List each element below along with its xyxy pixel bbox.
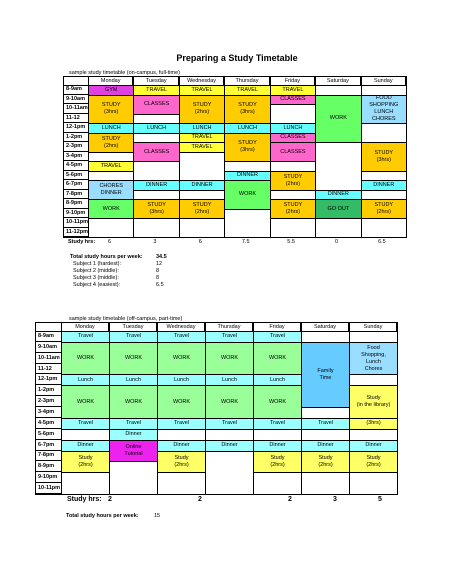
timetable2-subtitle: sample study timetable (off-campus, part-time) bbox=[69, 316, 183, 322]
schedule-cell: WORK bbox=[109, 385, 158, 419]
study-hours-value: 5 bbox=[378, 496, 382, 503]
schedule-cell: TRAVEL bbox=[133, 85, 179, 96]
time-label: 8-9pm bbox=[64, 199, 88, 209]
day-header-saturday: Saturday bbox=[315, 77, 360, 85]
study-hours-label: Study hrs: bbox=[67, 496, 102, 503]
schedule-cell: Study (2hrs) bbox=[61, 451, 110, 474]
subject-label: Subject 1 (hardest): bbox=[73, 261, 121, 267]
schedule-cell: Study (in the library) bbox=[349, 385, 398, 419]
schedule-cell: TRAVEL bbox=[270, 85, 316, 96]
time-label: 8-9am bbox=[64, 85, 88, 95]
schedule-cell: CLASSES bbox=[270, 95, 316, 106]
time-label: 1-2pm bbox=[36, 385, 61, 396]
schedule-cell: Travel bbox=[253, 331, 302, 343]
day-header-sunday: Sunday bbox=[361, 77, 406, 85]
time-label: 9-10am bbox=[36, 342, 61, 353]
schedule-cell: Travel bbox=[205, 418, 254, 430]
study-hours-value: 6 bbox=[107, 239, 112, 245]
schedule-cell: Online Tutorial bbox=[109, 440, 158, 463]
time-label: 11-12 bbox=[64, 114, 88, 124]
schedule-cell: LUNCH bbox=[133, 123, 179, 134]
schedule-cell: STUDY (3hrs) bbox=[224, 95, 270, 125]
schedule-cell: WORK bbox=[253, 385, 302, 419]
schedule-cell: Travel bbox=[61, 418, 110, 430]
time-label: 3-4pm bbox=[64, 152, 88, 162]
schedule-cell: WORK bbox=[315, 95, 361, 144]
schedule-cell: DINNER bbox=[361, 180, 407, 191]
time-label: 6-7pm bbox=[64, 180, 88, 190]
schedule-cell: Food Shopping, Lunch Chores bbox=[349, 342, 398, 376]
schedule-cell: Dinner bbox=[109, 429, 158, 441]
schedule-cell: Travel bbox=[109, 331, 158, 343]
total-hours-label: Total study hours per week: bbox=[66, 513, 139, 519]
schedule-cell: Dinner bbox=[253, 440, 302, 452]
time-label: 9-10pm bbox=[64, 209, 88, 219]
schedule-cell: CLASSES bbox=[270, 142, 316, 162]
time-label: 9-10am bbox=[64, 95, 88, 105]
day-header-saturday: Saturday bbox=[301, 323, 349, 331]
timetable2 bbox=[35, 322, 398, 495]
schedule-cell: TRAVEL bbox=[224, 85, 270, 96]
schedule-cell: TRAVEL bbox=[179, 142, 225, 153]
schedule-cell: WORK bbox=[109, 342, 158, 376]
schedule-cell: Travel bbox=[109, 418, 158, 430]
schedule-cell: Lunch bbox=[205, 374, 254, 386]
day-header-tuesday: Tuesday bbox=[133, 77, 178, 85]
time-label: 3-4pm bbox=[36, 407, 61, 418]
time-label: 2-3pm bbox=[36, 396, 61, 407]
schedule-cell: WORK bbox=[224, 180, 270, 210]
schedule-cell: TRAVEL bbox=[179, 85, 225, 96]
time-label: 8-9pm bbox=[36, 461, 61, 472]
subject-value: 8 bbox=[156, 275, 160, 281]
day-header-friday: Friday bbox=[253, 323, 301, 331]
study-hours-value: 3 bbox=[333, 496, 337, 503]
schedule-cell: WORK bbox=[61, 342, 110, 376]
schedule-cell: STUDY (3hrs) bbox=[88, 95, 134, 125]
schedule-cell: STUDY (3hrs) bbox=[133, 199, 179, 219]
schedule-cell: STUDY (3hrs) bbox=[224, 133, 270, 163]
time-label: 10-11pm bbox=[64, 218, 88, 228]
subject-label: Subject 4 (easiest): bbox=[73, 282, 121, 288]
schedule-cell: STUDY (2hrs) bbox=[270, 171, 316, 191]
schedule-cell: GO OUT bbox=[315, 199, 361, 219]
schedule-cell: STUDY (2hrs) bbox=[88, 133, 134, 153]
schedule-cell: Dinner bbox=[205, 440, 254, 452]
schedule-cell: Family Time bbox=[301, 342, 350, 408]
schedule-cell: Travel bbox=[301, 418, 350, 430]
schedule-cell: Dinner bbox=[61, 440, 110, 452]
schedule-cell: Travel bbox=[157, 331, 206, 343]
schedule-cell: Dinner bbox=[301, 440, 350, 452]
time-label: 10-11pm bbox=[36, 483, 61, 494]
total-hours-value: 34.5 bbox=[156, 254, 167, 260]
study-hours-value: 0 bbox=[334, 239, 339, 245]
schedule-cell: WORK bbox=[88, 199, 134, 219]
schedule-cell: (3hrs) bbox=[349, 418, 398, 430]
day-header-monday: Monday bbox=[88, 77, 133, 85]
study-hours-value: 2 bbox=[198, 496, 202, 503]
schedule-cell: Dinner bbox=[349, 440, 398, 452]
schedule-cell: Lunch bbox=[157, 374, 206, 386]
time-label: 9-10pm bbox=[36, 472, 61, 483]
schedule-cell: Study (2hrs) bbox=[157, 451, 206, 474]
schedule-cell: TRAVEL bbox=[88, 161, 134, 172]
time-label: 5-6pm bbox=[64, 171, 88, 181]
schedule-cell: LUNCH bbox=[179, 123, 225, 134]
column-divider bbox=[397, 323, 398, 494]
time-label: 11-12pm bbox=[64, 228, 88, 238]
time-label: 7-8pm bbox=[64, 190, 88, 200]
subject-label: Subject 2 (middle): bbox=[73, 268, 119, 274]
schedule-cell: CLASSES bbox=[270, 133, 316, 144]
schedule-cell: STUDY (2hrs) bbox=[270, 199, 316, 219]
schedule-cell: Study (2hrs) bbox=[349, 451, 398, 474]
schedule-cell: CLASSES bbox=[133, 95, 179, 115]
schedule-cell: STUDY (2hrs) bbox=[179, 95, 225, 125]
schedule-cell: LUNCH bbox=[270, 123, 316, 134]
schedule-cell: CLASSES bbox=[133, 142, 179, 162]
time-label: 12-1pm bbox=[64, 123, 88, 133]
time-label: 8-9am bbox=[36, 331, 61, 342]
subject-value: 6.5 bbox=[156, 282, 164, 288]
subject-label: Subject 3 (middle): bbox=[73, 275, 119, 281]
schedule-cell: DINNER bbox=[315, 190, 361, 201]
day-header-monday: Monday bbox=[61, 323, 109, 331]
day-header-wednesday: Wednesday bbox=[179, 77, 224, 85]
column-divider bbox=[406, 77, 407, 237]
study-hours-label: Study hrs: bbox=[68, 239, 96, 245]
schedule-cell: CHORES DINNER bbox=[88, 180, 134, 200]
time-label: 10-11am bbox=[64, 104, 88, 114]
study-hours-value: 2 bbox=[288, 496, 292, 503]
total-hours-value: 15 bbox=[154, 513, 161, 519]
schedule-cell: TRAVEL bbox=[179, 133, 225, 144]
day-header-wednesday: Wednesday bbox=[157, 323, 205, 331]
study-hours-value: 3 bbox=[153, 239, 157, 245]
time-label: 10-11am bbox=[36, 353, 61, 364]
schedule-cell: Dinner bbox=[157, 440, 206, 452]
study-hours-value: 6 bbox=[198, 239, 202, 245]
schedule-cell: Study (2hrs) bbox=[253, 451, 302, 474]
schedule-cell: Travel bbox=[157, 418, 206, 430]
page-title: Preparing a Study Timetable bbox=[176, 53, 298, 63]
time-label: 4-5pm bbox=[36, 418, 61, 429]
schedule-cell: FOOD SHOPPING LUNCH CHORES bbox=[361, 95, 407, 125]
schedule-cell: Travel bbox=[253, 418, 302, 430]
subject-value: 12 bbox=[156, 261, 163, 267]
schedule-cell: DINNER bbox=[224, 171, 270, 182]
schedule-cell: GYM bbox=[88, 85, 134, 96]
study-hours-value: 5.5 bbox=[287, 239, 295, 245]
schedule-cell: WORK bbox=[253, 342, 302, 376]
time-label: 5-6pm bbox=[36, 429, 61, 440]
schedule-cell: LUNCH bbox=[224, 123, 270, 134]
time-label: 4-5pm bbox=[64, 161, 88, 171]
day-header-tuesday: Tuesday bbox=[109, 323, 157, 331]
time-label: 2-3pm bbox=[64, 142, 88, 152]
schedule-cell: WORK bbox=[61, 385, 110, 419]
schedule-cell: STUDY (2hrs) bbox=[361, 199, 407, 219]
schedule-cell: STUDY (3hrs) bbox=[361, 142, 407, 172]
time-label: 11-12 bbox=[36, 364, 61, 375]
day-header-thursday: Thursday bbox=[205, 323, 253, 331]
schedule-cell: WORK bbox=[157, 342, 206, 376]
schedule-cell: Travel bbox=[61, 331, 110, 343]
schedule-cell: LUNCH bbox=[88, 123, 134, 134]
schedule-cell: WORK bbox=[157, 385, 206, 419]
time-label: 12-1pm bbox=[36, 374, 61, 385]
schedule-cell: Lunch bbox=[253, 374, 302, 386]
schedule-cell: DINNER bbox=[133, 180, 179, 191]
schedule-cell: WORK bbox=[205, 385, 254, 419]
study-hours-value: 7.5 bbox=[241, 239, 250, 245]
day-header-friday: Friday bbox=[270, 77, 315, 85]
time-label: 6-7pm bbox=[36, 440, 61, 451]
total-hours-label: Total study hours per week: bbox=[70, 254, 143, 260]
timetable1-subtitle: sample study timetable (on-campus, full-time) bbox=[69, 70, 180, 76]
schedule-cell: WORK bbox=[205, 342, 254, 376]
subject-value: 8 bbox=[156, 268, 160, 274]
schedule-cell: Lunch bbox=[109, 374, 158, 386]
study-hours-value: 2 bbox=[108, 496, 112, 503]
day-header-sunday: Sunday bbox=[349, 323, 397, 331]
day-header-thursday: Thursday bbox=[224, 77, 269, 85]
schedule-cell: Lunch bbox=[61, 374, 110, 386]
timetable1 bbox=[63, 76, 407, 238]
time-label: 7-8pm bbox=[36, 451, 61, 462]
schedule-cell: Travel bbox=[205, 331, 254, 343]
schedule-cell: Study (2hrs) bbox=[301, 451, 350, 474]
schedule-cell: DINNER bbox=[179, 180, 225, 191]
time-label: 1-2pm bbox=[64, 133, 88, 143]
schedule-cell: STUDY (2hrs) bbox=[179, 199, 225, 219]
study-hours-value: 6.5 bbox=[378, 239, 386, 245]
